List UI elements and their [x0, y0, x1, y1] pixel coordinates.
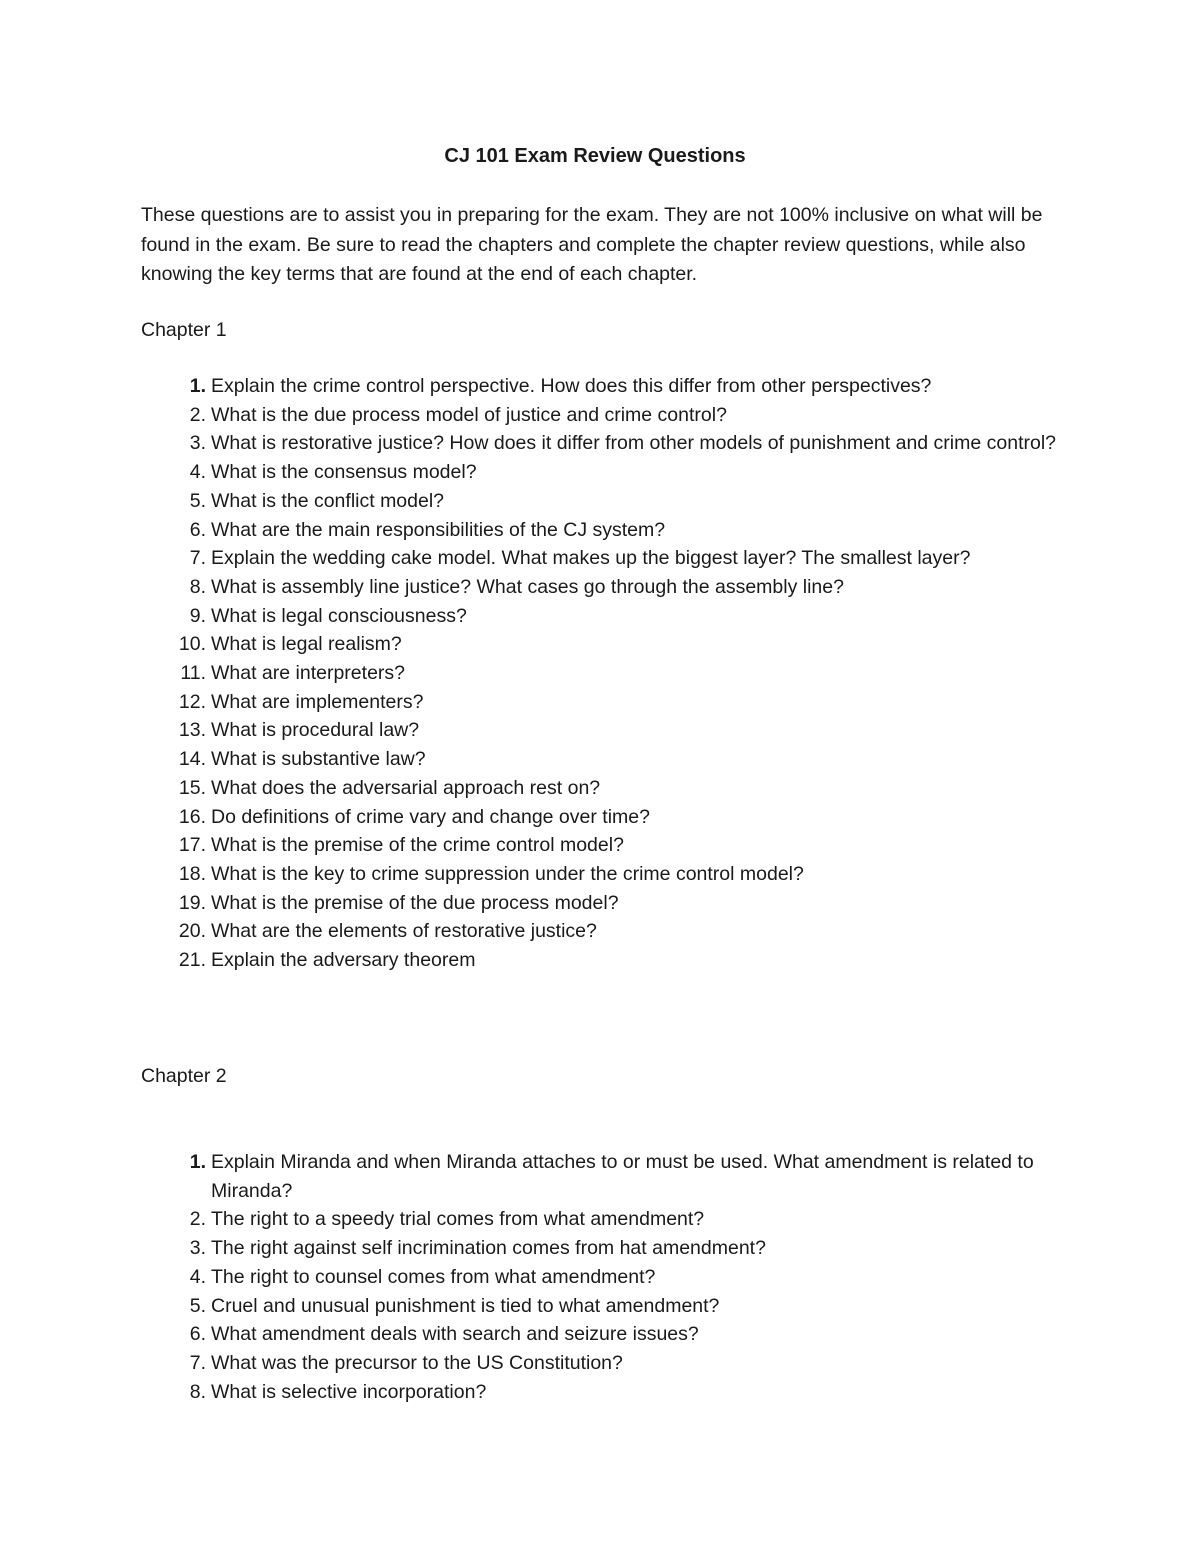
question-item [0, 429, 1150, 458]
question-text: What are interpreters? [211, 662, 406, 685]
question-number: 3. [189, 432, 206, 455]
question-number: 18. [178, 862, 206, 885]
question-text: What is legal consciousness? [211, 604, 467, 627]
question-number: 14. [178, 748, 206, 771]
question-text: What is the key to crime suppression under the crime control model? [211, 862, 804, 885]
question-text: What is the premise of the due process model? [211, 891, 619, 914]
question-item [0, 889, 1150, 918]
question-number: 7. [189, 547, 206, 570]
document-title: CJ 101 Exam Review Questions [444, 145, 746, 167]
question-item [0, 1378, 1150, 1407]
question-number: 5. [189, 1294, 206, 1317]
question-text: What is the due process model of justice and crime control? [211, 403, 727, 426]
question-item [0, 745, 1150, 774]
intro-paragraph [141, 201, 1081, 290]
question-number: 1. [189, 375, 206, 397]
question-item [0, 860, 1150, 889]
question-number: 12. [178, 690, 206, 713]
question-item [0, 688, 1150, 717]
question-number: 8. [189, 1380, 206, 1403]
question-text: What are the elements of restorative justice? [211, 920, 597, 943]
question-number: 4. [189, 461, 206, 484]
question-item [0, 659, 1150, 688]
question-item [0, 1148, 1150, 1205]
question-text: What is the conflict model? [211, 489, 445, 512]
question-item [0, 774, 1150, 803]
question-text: The right to a speedy trial comes from what amendment? [211, 1208, 705, 1231]
question-item [0, 544, 1150, 573]
question-item [0, 1292, 1150, 1321]
question-number: 15. [178, 776, 206, 799]
question-number: 1. [189, 1151, 206, 1173]
chapter-1-question-list [0, 372, 1150, 975]
chapter-2-heading: Chapter 2 [141, 1065, 227, 1087]
question-text: The right against self incrimination comes from hat amendment? [211, 1237, 766, 1260]
question-text: What amendment deals with search and seizure issues? [211, 1323, 699, 1346]
question-item [0, 516, 1150, 545]
question-text: Explain Miranda and when Miranda attaches to or must be used. What amendment is related to Miranda? [211, 1151, 1034, 1202]
question-text: Cruel and unusual punishment is tied to what amendment? [211, 1294, 720, 1317]
question-number: 11. [180, 662, 206, 685]
question-number: 10. [178, 633, 206, 656]
question-item [0, 487, 1150, 516]
question-text: Explain the wedding cake model. What makes up the biggest layer? The smallest layer? [211, 547, 971, 570]
question-item [0, 831, 1150, 860]
question-item [0, 1234, 1150, 1263]
question-item [0, 401, 1150, 430]
question-number: 3. [189, 1237, 206, 1260]
question-text: What is the premise of the crime control model? [211, 834, 624, 857]
question-text: Do definitions of crime vary and change over time? [211, 805, 650, 828]
question-number: 7. [189, 1351, 206, 1374]
question-number: 6. [189, 518, 206, 541]
question-item [0, 946, 1150, 975]
question-text: Explain the adversary theorem [211, 949, 476, 972]
question-text: What is restorative justice? How does it differ from other models of punishment and crime control? [211, 432, 1057, 455]
question-number: 2. [189, 403, 206, 426]
chapter-1-heading: Chapter 1 [141, 319, 227, 341]
question-item [0, 1263, 1150, 1292]
question-number: 17. [178, 834, 206, 857]
question-text: The right to counsel comes from what amendment? [211, 1265, 656, 1288]
question-item [0, 1320, 1150, 1349]
intro-text: These questions are to assist you in preparing for the exam. They are not 100% inclusive on what will be found in the exam. Be sure to read the chapters and complete the chapter review questions, while also knowing the key terms that are found at the end of each chapter. [141, 204, 1043, 285]
question-number: 8. [189, 575, 206, 598]
question-item [0, 917, 1150, 946]
question-text: What is selective incorporation? [211, 1380, 487, 1403]
question-text: What are the main responsibilities of the CJ system? [211, 518, 666, 541]
question-text: What was the precursor to the US Constitution? [211, 1351, 623, 1374]
question-number: 5. [189, 489, 206, 512]
question-item [0, 1205, 1150, 1234]
question-number: 13. [178, 719, 206, 742]
question-number: 2. [189, 1208, 206, 1231]
question-text: What does the adversarial approach rest on? [211, 776, 601, 799]
question-number: 9. [189, 604, 206, 627]
question-number: 16. [178, 805, 206, 828]
question-text: What is legal realism? [211, 633, 402, 656]
question-number: 19. [178, 891, 206, 914]
question-text: What is procedural law? [211, 719, 420, 742]
question-text: Explain the crime control perspective. How does this differ from other perspectives? [211, 375, 932, 397]
chapter-2-question-list [0, 1148, 1150, 1406]
question-text: What is the consensus model? [211, 461, 477, 484]
question-text: What is substantive law? [211, 748, 426, 771]
question-number: 21. [178, 949, 206, 972]
question-item [0, 803, 1150, 832]
question-item [0, 372, 1150, 401]
question-text: What is assembly line justice? What cases go through the assembly line? [211, 575, 844, 598]
question-item [0, 1349, 1150, 1378]
question-item [0, 716, 1150, 745]
question-item [0, 602, 1150, 631]
question-number: 20. [178, 920, 206, 943]
question-number: 4. [189, 1265, 206, 1288]
question-item [0, 458, 1150, 487]
question-item [0, 630, 1150, 659]
question-item [0, 573, 1150, 602]
question-text: What are implementers? [211, 690, 424, 713]
question-number: 6. [189, 1323, 206, 1346]
